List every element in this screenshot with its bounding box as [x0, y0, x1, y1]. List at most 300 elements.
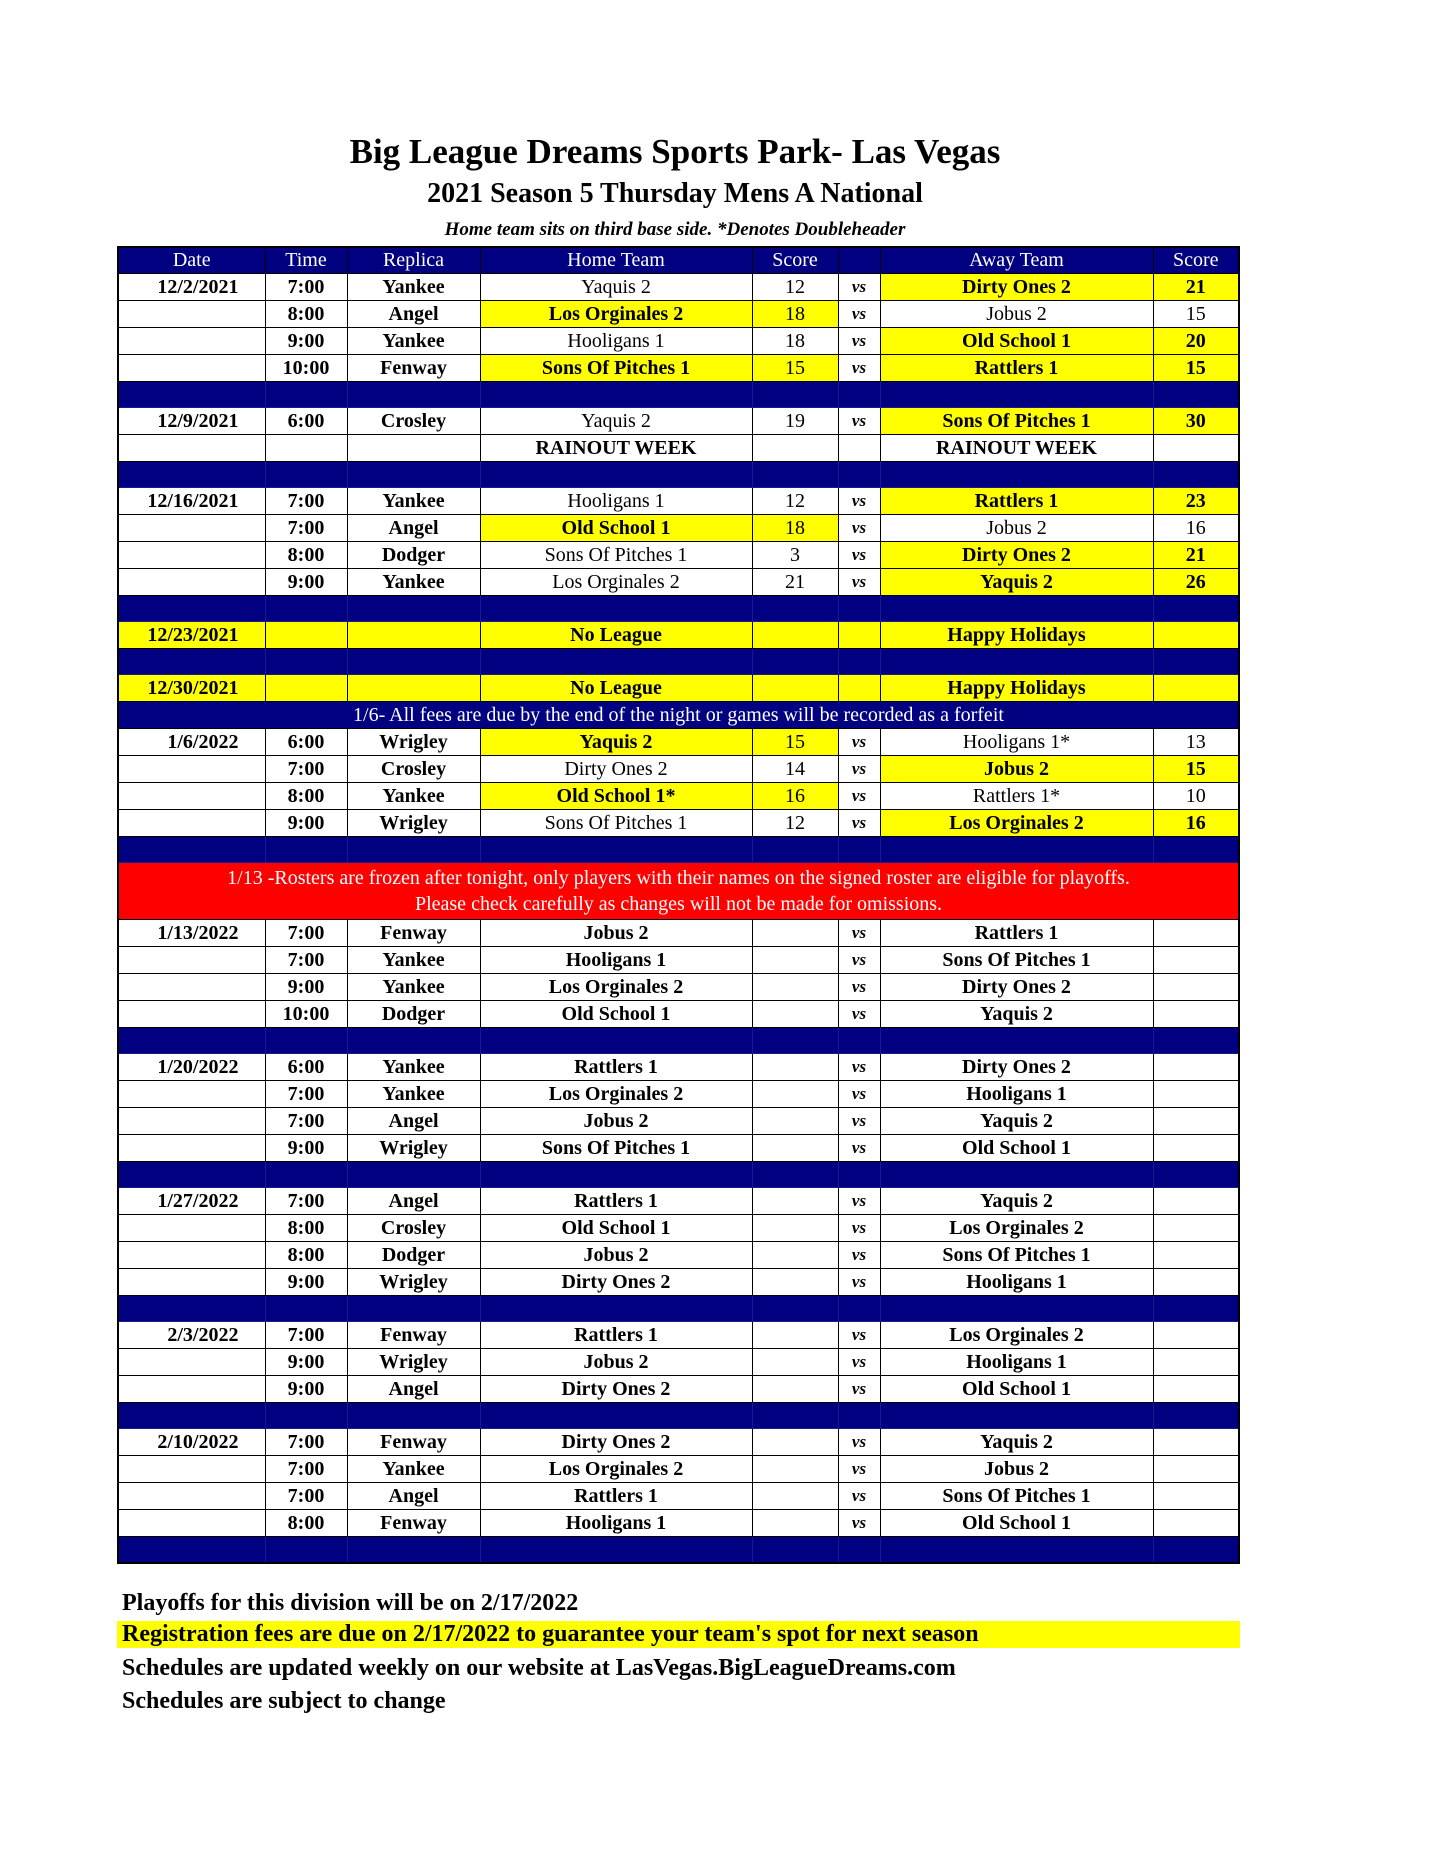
separator-cell — [880, 596, 1153, 622]
game-time: 9:00 — [265, 810, 347, 837]
separator-cell — [118, 649, 265, 675]
home-score — [752, 1054, 838, 1081]
home-team: Hooligans 1 — [480, 488, 752, 515]
home-score — [752, 1376, 838, 1403]
vs-label: vs — [838, 729, 880, 756]
away-score — [1153, 1269, 1239, 1296]
game-time: 9:00 — [265, 974, 347, 1001]
game-time — [265, 435, 347, 462]
game-date — [118, 515, 265, 542]
game-row — [118, 974, 1239, 1001]
game-field: Dodger — [347, 1242, 480, 1269]
announcement-text: 1/6- All fees are due by the end of the night or games will be recorded as a forfeit — [118, 702, 1239, 729]
game-field: Crosley — [347, 1215, 480, 1242]
away-score — [1153, 1242, 1239, 1269]
game-time: 7:00 — [265, 1456, 347, 1483]
game-time — [265, 622, 347, 649]
announcement-row — [118, 702, 1239, 729]
game-time: 7:00 — [265, 274, 347, 301]
game-date — [118, 328, 265, 355]
separator-cell — [1153, 1296, 1239, 1322]
home-team: Sons Of Pitches 1 — [480, 1135, 752, 1162]
home-score — [752, 1429, 838, 1456]
page-title: Big League Dreams Sports Park- Las Vegas — [349, 132, 1001, 171]
separator-row — [118, 596, 1239, 622]
game-row — [118, 542, 1239, 569]
vs-label: vs — [838, 1483, 880, 1510]
away-team: Old School 1 — [880, 1135, 1153, 1162]
game-row — [118, 1001, 1239, 1028]
vs-label: vs — [838, 1510, 880, 1537]
schedule-table — [117, 246, 1240, 1564]
table-header-row — [118, 247, 1239, 274]
game-row — [118, 1081, 1239, 1108]
game-date: 2/10/2022 — [118, 1429, 265, 1456]
game-time: 7:00 — [265, 947, 347, 974]
separator-cell — [880, 1403, 1153, 1429]
game-row — [118, 1456, 1239, 1483]
separator-cell — [752, 596, 838, 622]
game-field: Yankee — [347, 783, 480, 810]
game-date — [118, 1349, 265, 1376]
away-team: Dirty Ones 2 — [880, 274, 1153, 301]
separator-row — [118, 1162, 1239, 1188]
away-score: 15 — [1153, 301, 1239, 328]
game-time: 9:00 — [265, 1135, 347, 1162]
home-score — [752, 1349, 838, 1376]
game-field: Angel — [347, 1108, 480, 1135]
separator-cell — [265, 1028, 347, 1054]
away-team: Los Orginales 2 — [880, 810, 1153, 837]
away-team: Sons Of Pitches 1 — [880, 408, 1153, 435]
separator-cell — [838, 382, 880, 408]
game-field: Yankee — [347, 488, 480, 515]
game-time: 8:00 — [265, 1510, 347, 1537]
vs-label: vs — [838, 569, 880, 596]
home-score: 18 — [752, 301, 838, 328]
game-row — [118, 1108, 1239, 1135]
game-date: 2/3/2022 — [118, 1322, 265, 1349]
home-team: RAINOUT WEEK — [480, 435, 752, 462]
home-score — [752, 1135, 838, 1162]
game-row — [118, 729, 1239, 756]
vs-label: vs — [838, 515, 880, 542]
separator-cell — [1153, 1403, 1239, 1429]
home-score — [752, 947, 838, 974]
game-date — [118, 783, 265, 810]
away-team: Hooligans 1 — [880, 1349, 1153, 1376]
home-score — [752, 1269, 838, 1296]
away-team: Yaquis 2 — [880, 1001, 1153, 1028]
away-team: Jobus 2 — [880, 756, 1153, 783]
game-field: Angel — [347, 1188, 480, 1215]
col-date: Date — [118, 247, 265, 274]
home-score — [752, 1483, 838, 1510]
separator-cell — [265, 382, 347, 408]
away-score — [1153, 1135, 1239, 1162]
separator-cell — [838, 596, 880, 622]
game-time: 6:00 — [265, 729, 347, 756]
home-score — [752, 1510, 838, 1537]
vs-label: vs — [838, 1108, 880, 1135]
away-score — [1153, 947, 1239, 974]
separator-cell — [347, 462, 480, 488]
away-score: 30 — [1153, 408, 1239, 435]
separator-cell — [880, 382, 1153, 408]
separator-cell — [347, 837, 480, 863]
game-row — [118, 488, 1239, 515]
home-score: 3 — [752, 542, 838, 569]
home-team: Sons Of Pitches 1 — [480, 810, 752, 837]
home-score — [752, 1456, 838, 1483]
separator-cell — [118, 382, 265, 408]
away-team: Happy Holidays — [880, 675, 1153, 702]
col-away-team: Away Team — [880, 247, 1153, 274]
col-vs — [838, 247, 880, 274]
game-time: 9:00 — [265, 328, 347, 355]
home-team: Los Orginales 2 — [480, 1081, 752, 1108]
game-date — [118, 355, 265, 382]
separator-cell — [480, 596, 752, 622]
game-time: 9:00 — [265, 569, 347, 596]
game-time: 7:00 — [265, 1483, 347, 1510]
home-team: Old School 1 — [480, 1001, 752, 1028]
home-team: Sons Of Pitches 1 — [480, 542, 752, 569]
home-team: Los Orginales 2 — [480, 1456, 752, 1483]
separator-cell — [118, 1162, 265, 1188]
away-score — [1153, 1429, 1239, 1456]
vs-label: vs — [838, 1349, 880, 1376]
game-time: 8:00 — [265, 783, 347, 810]
schedule-note: Home team sits on third base side. *Denotes Doubleheader — [444, 219, 906, 240]
separator-cell — [118, 1296, 265, 1322]
home-score — [752, 622, 838, 649]
away-score — [1153, 1001, 1239, 1028]
game-date — [118, 1242, 265, 1269]
away-team: Dirty Ones 2 — [880, 1054, 1153, 1081]
vs-label: vs — [838, 1135, 880, 1162]
vs-label: vs — [838, 1429, 880, 1456]
home-team: Dirty Ones 2 — [480, 1269, 752, 1296]
home-score — [752, 435, 838, 462]
game-field — [347, 435, 480, 462]
game-field: Fenway — [347, 1322, 480, 1349]
game-field: Fenway — [347, 355, 480, 382]
col-home-score: Score — [752, 247, 838, 274]
away-team: Rattlers 1 — [880, 488, 1153, 515]
away-score: 16 — [1153, 515, 1239, 542]
game-field: Yankee — [347, 1081, 480, 1108]
game-row — [118, 1188, 1239, 1215]
separator-cell — [838, 837, 880, 863]
home-team: Yaquis 2 — [480, 408, 752, 435]
separator-cell — [838, 462, 880, 488]
vs-label: vs — [838, 1054, 880, 1081]
separator-cell — [118, 837, 265, 863]
separator-cell — [880, 649, 1153, 675]
game-time: 6:00 — [265, 1054, 347, 1081]
separator-cell — [1153, 382, 1239, 408]
game-row — [118, 756, 1239, 783]
away-score — [1153, 675, 1239, 702]
vs-label — [838, 675, 880, 702]
home-score — [752, 1001, 838, 1028]
away-score: 26 — [1153, 569, 1239, 596]
website-note: Schedules are updated weekly on our website at LasVegas.BigLeagueDreams.com — [122, 1655, 956, 1681]
away-score: 23 — [1153, 488, 1239, 515]
vs-label: vs — [838, 274, 880, 301]
away-score: 21 — [1153, 274, 1239, 301]
away-team: Hooligans 1 — [880, 1269, 1153, 1296]
separator-cell — [480, 1537, 752, 1564]
home-score — [752, 1188, 838, 1215]
away-score — [1153, 1108, 1239, 1135]
separator-cell — [118, 596, 265, 622]
home-team: Rattlers 1 — [480, 1054, 752, 1081]
separator-cell — [480, 382, 752, 408]
registration-note: Registration fees are due on 2/17/2022 to guarantee your team's spot for next season — [117, 1621, 1240, 1648]
separator-cell — [118, 1537, 265, 1564]
vs-label: vs — [838, 542, 880, 569]
home-score — [752, 1108, 838, 1135]
separator-row — [118, 837, 1239, 863]
vs-label: vs — [838, 1269, 880, 1296]
separator-cell — [752, 649, 838, 675]
game-time: 7:00 — [265, 488, 347, 515]
away-score — [1153, 1322, 1239, 1349]
home-team: No League — [480, 622, 752, 649]
home-team: Rattlers 1 — [480, 1188, 752, 1215]
separator-cell — [118, 1403, 265, 1429]
game-row — [118, 1242, 1239, 1269]
away-team: Yaquis 2 — [880, 1429, 1153, 1456]
home-team: Jobus 2 — [480, 1108, 752, 1135]
separator-cell — [880, 1028, 1153, 1054]
separator-cell — [752, 1537, 838, 1564]
separator-cell — [480, 649, 752, 675]
game-field: Wrigley — [347, 1349, 480, 1376]
game-time: 7:00 — [265, 1429, 347, 1456]
away-team: Hooligans 1* — [880, 729, 1153, 756]
home-score: 12 — [752, 810, 838, 837]
game-row — [118, 783, 1239, 810]
home-score: 19 — [752, 408, 838, 435]
roster-warning — [118, 863, 1239, 920]
away-team: Sons Of Pitches 1 — [880, 947, 1153, 974]
separator-cell — [880, 1162, 1153, 1188]
separator-cell — [1153, 1028, 1239, 1054]
away-team: Yaquis 2 — [880, 1188, 1153, 1215]
away-score — [1153, 1456, 1239, 1483]
game-date — [118, 1108, 265, 1135]
game-date — [118, 756, 265, 783]
game-date: 1/6/2022 — [118, 729, 265, 756]
home-score: 14 — [752, 756, 838, 783]
away-team: Jobus 2 — [880, 1456, 1153, 1483]
separator-cell — [1153, 649, 1239, 675]
away-score — [1153, 1215, 1239, 1242]
game-time: 8:00 — [265, 1242, 347, 1269]
home-team: Hooligans 1 — [480, 328, 752, 355]
separator-cell — [838, 1537, 880, 1564]
separator-cell — [880, 1537, 1153, 1564]
game-row — [118, 1135, 1239, 1162]
separator-cell — [752, 1028, 838, 1054]
col-home-team: Home Team — [480, 247, 752, 274]
away-team: Los Orginales 2 — [880, 1215, 1153, 1242]
home-team: Los Orginales 2 — [480, 974, 752, 1001]
game-field: Angel — [347, 1376, 480, 1403]
game-field: Fenway — [347, 1510, 480, 1537]
separator-cell — [265, 837, 347, 863]
separator-cell — [118, 1028, 265, 1054]
home-score: 12 — [752, 274, 838, 301]
separator-cell — [838, 1162, 880, 1188]
game-date — [118, 1510, 265, 1537]
separator-cell — [752, 1296, 838, 1322]
separator-cell — [838, 1403, 880, 1429]
separator-cell — [265, 1162, 347, 1188]
home-team: Hooligans 1 — [480, 947, 752, 974]
away-score: 20 — [1153, 328, 1239, 355]
away-team: Jobus 2 — [880, 301, 1153, 328]
home-team: Old School 1 — [480, 1215, 752, 1242]
separator-cell — [838, 1028, 880, 1054]
game-date: 1/13/2022 — [118, 920, 265, 947]
game-time: 7:00 — [265, 1322, 347, 1349]
game-row — [118, 1349, 1239, 1376]
home-score: 21 — [752, 569, 838, 596]
separator-cell — [880, 837, 1153, 863]
separator-cell — [1153, 1537, 1239, 1564]
separator-cell — [265, 1537, 347, 1564]
game-field: Yankee — [347, 274, 480, 301]
vs-label: vs — [838, 1001, 880, 1028]
game-field: Wrigley — [347, 1269, 480, 1296]
away-score — [1153, 974, 1239, 1001]
separator-cell — [480, 837, 752, 863]
game-row — [118, 1510, 1239, 1537]
away-team: Old School 1 — [880, 1376, 1153, 1403]
game-row — [118, 301, 1239, 328]
game-date — [118, 435, 265, 462]
separator-row — [118, 1028, 1239, 1054]
game-row — [118, 1054, 1239, 1081]
game-time: 9:00 — [265, 1349, 347, 1376]
separator-row — [118, 1537, 1239, 1564]
game-date — [118, 1135, 265, 1162]
game-row — [118, 569, 1239, 596]
separator-cell — [265, 596, 347, 622]
separator-cell — [480, 1162, 752, 1188]
home-team: Yaquis 2 — [480, 729, 752, 756]
game-date: 12/16/2021 — [118, 488, 265, 515]
separator-cell — [347, 1162, 480, 1188]
game-row — [118, 1322, 1239, 1349]
change-note: Schedules are subject to change — [122, 1688, 446, 1714]
game-date: 1/20/2022 — [118, 1054, 265, 1081]
game-field: Dodger — [347, 1001, 480, 1028]
game-row — [118, 274, 1239, 301]
game-time: 8:00 — [265, 1215, 347, 1242]
vs-label: vs — [838, 1242, 880, 1269]
game-date — [118, 1215, 265, 1242]
away-team: Happy Holidays — [880, 622, 1153, 649]
separator-cell — [265, 462, 347, 488]
vs-label: vs — [838, 810, 880, 837]
home-score: 15 — [752, 729, 838, 756]
game-field: Angel — [347, 515, 480, 542]
game-date — [118, 1376, 265, 1403]
separator-cell — [1153, 837, 1239, 863]
game-date: 1/27/2022 — [118, 1188, 265, 1215]
col-replica: Replica — [347, 247, 480, 274]
game-row — [118, 1215, 1239, 1242]
home-team: Sons Of Pitches 1 — [480, 355, 752, 382]
away-team: Rattlers 1 — [880, 355, 1153, 382]
away-team: Rattlers 1* — [880, 783, 1153, 810]
game-time: 7:00 — [265, 515, 347, 542]
game-time: 7:00 — [265, 1188, 347, 1215]
away-score: 10 — [1153, 783, 1239, 810]
vs-label: vs — [838, 355, 880, 382]
separator-cell — [880, 462, 1153, 488]
away-score — [1153, 1188, 1239, 1215]
game-field: Wrigley — [347, 1135, 480, 1162]
game-row — [118, 515, 1239, 542]
home-team: Dirty Ones 2 — [480, 1429, 752, 1456]
home-score — [752, 675, 838, 702]
game-row — [118, 408, 1239, 435]
separator-cell — [347, 1028, 480, 1054]
separator-cell — [480, 1028, 752, 1054]
game-date — [118, 1483, 265, 1510]
away-team: RAINOUT WEEK — [880, 435, 1153, 462]
vs-label: vs — [838, 1081, 880, 1108]
roster-warning-row — [118, 863, 1239, 920]
away-score: 21 — [1153, 542, 1239, 569]
game-row — [118, 675, 1239, 702]
separator-cell — [752, 382, 838, 408]
game-date — [118, 301, 265, 328]
vs-label: vs — [838, 947, 880, 974]
game-field — [347, 675, 480, 702]
game-field: Angel — [347, 1483, 480, 1510]
separator-row — [118, 382, 1239, 408]
game-row — [118, 1483, 1239, 1510]
game-row — [118, 810, 1239, 837]
col-away-score: Score — [1153, 247, 1239, 274]
separator-row — [118, 462, 1239, 488]
home-score — [752, 1322, 838, 1349]
separator-cell — [347, 596, 480, 622]
game-date: 12/9/2021 — [118, 408, 265, 435]
separator-cell — [752, 1403, 838, 1429]
home-score: 18 — [752, 515, 838, 542]
separator-cell — [265, 1403, 347, 1429]
home-team: Old School 1 — [480, 515, 752, 542]
home-score: 16 — [752, 783, 838, 810]
vs-label — [838, 622, 880, 649]
separator-cell — [1153, 1162, 1239, 1188]
game-date — [118, 974, 265, 1001]
away-team: Dirty Ones 2 — [880, 542, 1153, 569]
game-time: 9:00 — [265, 1376, 347, 1403]
game-time: 7:00 — [265, 1081, 347, 1108]
home-team: Hooligans 1 — [480, 1510, 752, 1537]
separator-cell — [1153, 596, 1239, 622]
game-time: 10:00 — [265, 355, 347, 382]
